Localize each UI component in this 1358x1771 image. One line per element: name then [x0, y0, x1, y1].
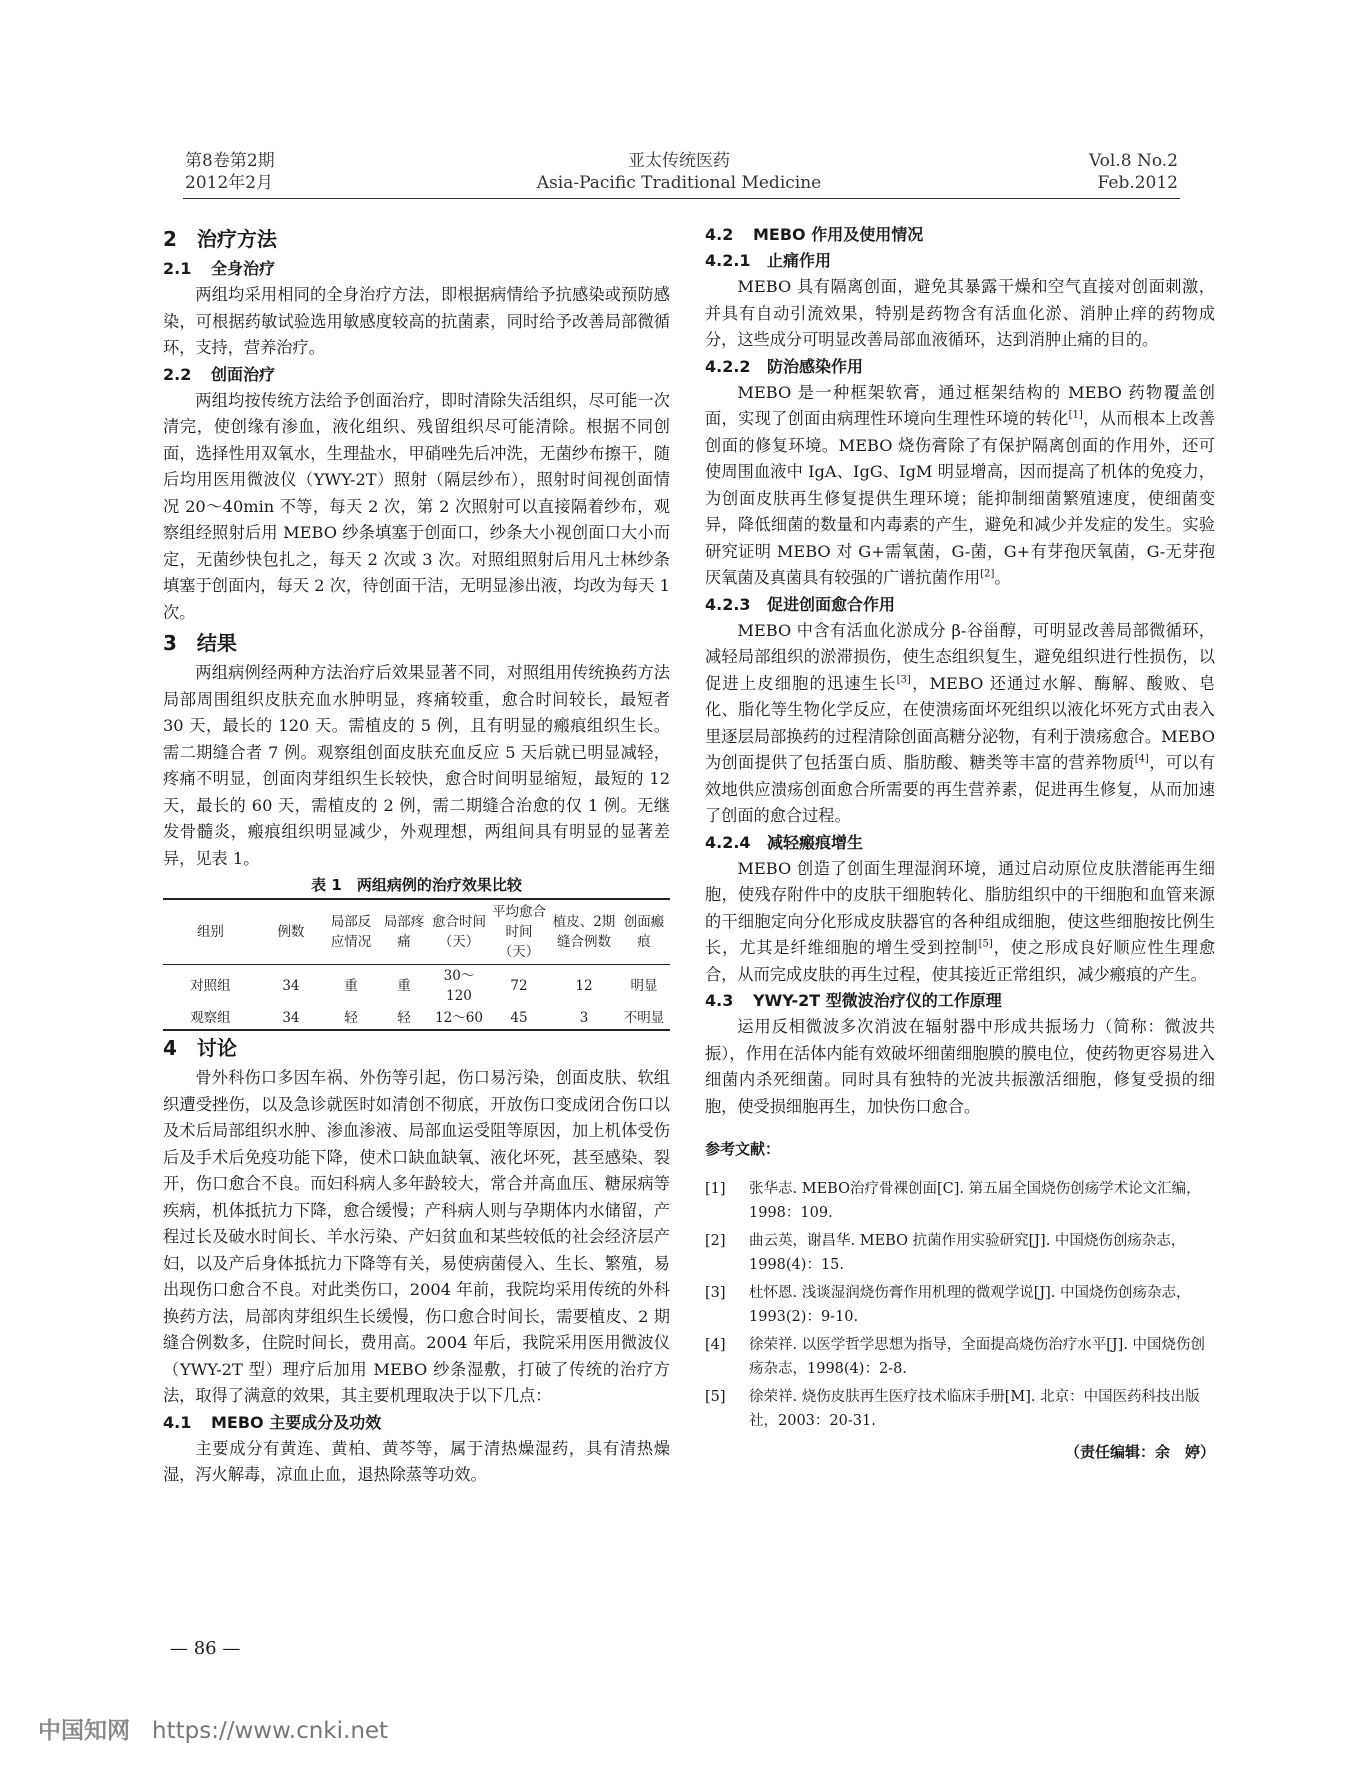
- table-row: [163, 1007, 670, 1030]
- section-title: 全身治疗: [211, 259, 276, 278]
- text-run: ，使之形成良好顺应性生理愈合，从而完成皮肤的再生过程，使其接近正常组织，减少瘢痕的产生。: [705, 938, 1216, 984]
- section-4-2-2-heading: [705, 354, 1215, 380]
- section-title: MEBO 主要成分及功效: [211, 1412, 382, 1432]
- section-number: 2.2: [163, 364, 192, 384]
- table-header-cell: 创面瘢痕: [623, 914, 665, 950]
- reference-number: [5]: [705, 1388, 726, 1405]
- paragraph-4-1: 主要成分有黄连、黄柏、黄芩等，属于清热燥湿药，具有清热燥湿，泻火解毒，凉血止血，退热除蒸等功效。: [163, 1438, 670, 1484]
- section-4-2-heading: [705, 222, 1215, 248]
- citation-ref: [3]: [896, 674, 911, 686]
- reference-item: [705, 1229, 1215, 1277]
- journal-title-cn: 亚太传统医药: [628, 151, 730, 171]
- section-title: MEBO 作用及使用情况: [753, 225, 924, 244]
- section-number: 4.2.4: [705, 832, 751, 852]
- page-number: — 86 —: [170, 1638, 241, 1659]
- citation-ref: [5]: [978, 938, 993, 950]
- section-number: 4.2: [705, 225, 734, 244]
- volume-en: Vol.8 No.2: [1088, 151, 1178, 171]
- section-title: 止痛作用: [767, 251, 832, 270]
- text-run: ，可以有效地供应溃疡创面愈合所需要的再生营养素，促进再生修复，从而加速了创面的愈合过程。: [705, 753, 1216, 825]
- table-header-cell: 植皮、2期缝合例数: [552, 914, 616, 950]
- table-header-cell: 局部疼痛: [383, 914, 425, 950]
- paragraph-4-3: 运用反相微波多次消波在辐射器中形成共振场力（简称：微波共振），作用在活体内能有效破坏细菌细胞膜的膜电位，使药物更容易进入细菌内杀死细菌。同时具有独特的光波共振激活细胞，修复受损的细胞，使受损细胞再生，加快伤口愈合。: [705, 1017, 1215, 1116]
- watermark-footer: [38, 1712, 388, 1745]
- table-header-cell: 组别: [196, 924, 224, 940]
- paragraph-2-1: 两组均采用相同的全身治疗方法，即根据病情给予抗感染或预防感染，可根据药敏试验选用敏感度较高的抗菌素，同时给予改善局部微循环，支持，营养治疗。: [163, 285, 670, 357]
- section-title: 促进创面愈合作用: [767, 594, 896, 614]
- section-3-heading: 3 结果: [163, 631, 237, 655]
- text-run: MEBO 是一种框架软膏，通过框架结构的 MEBO 药物覆盖创面，实现了创面由病理性环境向生理性环境的转化: [705, 382, 1215, 428]
- citation-ref: [1]: [1068, 409, 1083, 421]
- reference-text: 徐荣祥. 烧伤皮肤再生医疗技术临床手册[M]. 北京：中国医药科技出版社，2003：20-31.: [749, 1388, 1200, 1429]
- section-4-1-heading: [163, 1410, 670, 1436]
- reference-item: [705, 1333, 1215, 1381]
- paragraph-4-2-4: [705, 856, 1215, 989]
- reference-item: [705, 1177, 1215, 1225]
- reference-item: [705, 1385, 1215, 1433]
- table-cell: 45: [510, 1010, 528, 1026]
- journal-volume-en: [1089, 150, 1178, 194]
- table-cell: 观察组: [190, 1010, 231, 1026]
- table-cell: 轻: [397, 1010, 411, 1026]
- table-cell: 72: [510, 978, 528, 994]
- section-title: 防治感染作用: [767, 356, 864, 376]
- section-title: YWY-2T 型微波治疗仪的工作原理: [753, 991, 1002, 1010]
- table-cell: 30～120: [443, 968, 475, 1004]
- results-table: [163, 898, 670, 1031]
- section-title: 创面治疗: [211, 364, 276, 384]
- paragraph-2-2: 两组均按传统方法给予创面治疗，即时清除失活组织，尽可能一次清完，使创缘有渗血，液化组织、残留组织尽可能清除。根据不同创面，选择性用双氧水，生理盐水，甲硝唑先后冲洗，无菌纱布擦干，随后均用医用微波仪（YWY-2T）照射（隔层纱布），照射时间视创面情况 20～40min 不等，每天 2 次，第 2 次照射可以直接隔着纱布，观察组经照射后用 MEBO 纱条填塞于创面口，纱条大小视创面口大小而定，无菌纱快包扎之，每天 2 次或 3 次。对照组照射后用凡士林纱条填塞于创面内，每天 2 次，待创面干洁，无明显渗出液，均改为每天 1 次。: [163, 390, 670, 622]
- section-4-3-heading: [705, 988, 1215, 1014]
- table-cell: 轻: [344, 1010, 358, 1026]
- section-4-heading: 4 讨论: [163, 1036, 237, 1060]
- reference-number: [2]: [705, 1232, 726, 1249]
- section-number: 4.2.2: [705, 356, 751, 376]
- table-cell: 明显: [630, 978, 658, 994]
- responsible-editor: （责任编辑：余 婷）: [1064, 1442, 1215, 1461]
- section-2-1-heading: [163, 256, 670, 282]
- left-column: [163, 222, 670, 1489]
- table-header-cell: 平均愈合时间（天）: [492, 904, 546, 960]
- table-header-cell: 愈合时间（天）: [432, 914, 486, 950]
- cnki-logo-text: 中国知网: [38, 1718, 130, 1744]
- journal-title-en: Asia-Pacific Traditional Medicine: [536, 173, 822, 193]
- section-4-2-4-heading: [705, 830, 1215, 856]
- table-header-cell: 例数: [277, 924, 305, 940]
- table-cell: 不明显: [623, 1010, 665, 1026]
- citation-ref: [4]: [1134, 753, 1149, 765]
- reference-text: 张华志. MEBO治疗骨裸创面[C]. 第五届全国烧伤创疡学术论文汇编，1998：109.: [749, 1180, 1201, 1221]
- section-number: 4.3: [705, 991, 734, 1010]
- table-cell: 对照组: [190, 978, 231, 994]
- table-cell: 12～60: [435, 1010, 483, 1026]
- reference-text: 杜怀恩. 浅谈湿润烧伤膏作用机理的微观学说[J]. 中国烧伤创疡杂志，1993(2)：9-10.: [749, 1284, 1191, 1325]
- section-title: 减轻瘢痕增生: [767, 832, 864, 852]
- references-heading: 参考文献：: [705, 1140, 781, 1158]
- volume-issue: 第8卷第2期: [185, 151, 275, 171]
- reference-number: [1]: [705, 1180, 726, 1197]
- table-cell: 34: [282, 978, 300, 994]
- issue-date: 2012年2月: [185, 173, 274, 193]
- section-number: 4.1: [163, 1412, 192, 1432]
- table-cell: 重: [344, 978, 358, 994]
- paragraph-4-2-3: [705, 618, 1215, 830]
- section-2-heading: 2 治疗方法: [163, 227, 277, 251]
- table-cell: 重: [397, 978, 411, 994]
- paragraph-4: 骨外科伤口多因车祸、外伤等引起，伤口易污染，创面皮肤、软组织遭受挫伤，以及急诊就医时如清创不彻底，开放伤口变成闭合伤口以及术后局部组织水肿、渗血渗液、局部血运受阻等原因，加上机体受伤后及手术后免疫功能下降，使术口缺血缺氧、液化坏死，甚至感染、裂开，伤口愈合不良。而妇科病人多年龄较大，常合并高血压、糖尿病等疾病，机体抵抗力下降，愈合缓慢；产科病人则与孕期体内水储留，产程过长及破水时间长、羊水污染、产妇贫血和某些较低的社会经济层产妇，以及产后身体抵抗力下降等有关，易使病菌侵入、生长、繁殖，易出现伤口愈合不良。对此类伤口，2004 年前，我院均采用传统的外科换药方法，局部肉芽组织生长缓慢，伤口愈合时间长，需要植皮、2 期缝合例数多，住院时间长，费用高。2004 年后，我院采用医用微波仪（YWY-2T 型）理疗后加用 MEBO 纱条湿敷，打破了传统的治疗方法，取得了满意的效果，其主要机理取决于以下几点：: [163, 1068, 670, 1405]
- section-2-2-heading: [163, 362, 670, 388]
- table-cell: 3: [579, 1010, 589, 1026]
- reference-item: [705, 1281, 1215, 1329]
- section-number: 2.1: [163, 259, 192, 278]
- header-rule: [183, 198, 1180, 199]
- text-run: 。: [994, 568, 1011, 587]
- paragraph-3: 两组病例经两种方法治疗后效果显著不同，对照组用传统换药方法局部周围组织皮肤充血水肿明显，疼痛较重，愈合时间较长，最短者 30 天，最长的 120 天。需植皮的 5 例，且有明显的瘢痕组织生长。需二期缝合者 7 例。观察组创面皮肤充血反应 5 天后就已明显减轻，疼痛不明显，创面肉芽组织生长较快，愈合时间明显缩短，最短的 12 天，最长的 60 天，需植皮的 2 例，需二期缝合治愈的仅 1 例。无继发骨髓炎，瘢痕组织明显减少，外观理想，两组间具有明显的显著差异，见表 1。: [163, 663, 670, 868]
- references-list: [705, 1177, 1215, 1433]
- table-cell: 12: [575, 978, 593, 994]
- cnki-url-link[interactable]: https://www.cnki.net: [152, 1718, 389, 1744]
- text-run: MEBO 创造了创面生理湿润环境，通过启动原位皮肤潜能再生细胞，使残存附件中的皮肤干细胞转化、脂肪组织中的干细胞和血管来源的干细胞定向分化形成皮肤器官的各种组成细胞，使这些细胞按比例生长，尤其是纤维细胞的增生受到控制: [705, 858, 1215, 957]
- citation-ref: [2]: [980, 568, 995, 580]
- reference-text: 曲云英，谢昌华. MEBO 抗菌作用实验研究[J]. 中国烧伤创疡杂志，1998(4)：15.: [749, 1232, 1186, 1273]
- right-column: [705, 222, 1215, 1465]
- date-en: Feb.2012: [1097, 173, 1178, 193]
- text-run: ，MEBO 还通过水解、酶解、酸败、皂化、脂化等生物化学反应，在使溃疡面坏死组织以液化坏死方式由表入里逐层局部换药的过程清除创面高糖分泌物，有利于溃疡愈合。MEBO 为创面提供了包括蛋白质、脂肪酸、糖类等丰富的营养物质: [705, 673, 1215, 772]
- text-run: ，从而根本上改善创面的修复环境。MEBO 烧伤膏除了有保护隔离创面的作用外，还可使周围血液中 IgA、IgG、IgM 明显增高，因而提高了机体的免疫力，为创面皮肤再生修复提供生理环境；能抑制细菌繁殖速度，使细菌变异，降低细菌的数量和内毒素的产生，避免和减少并发症的发生。实验研究证明 MEBO 对 G+需氧菌，G-菌，G+有芽孢厌氧菌，G-无芽孢厌氧菌及真菌具有较强的广谱抗菌作用: [705, 409, 1216, 587]
- paragraph-4-2-1: MEBO 具有隔离创面，避免其暴露干燥和空气直接对创面刺激，并具有自动引流效果，特别是药物含有活血化淤、消肿止痒的药物成分，这些成分可明显改善局部血液循环，达到消肿止痛的目的。: [705, 277, 1215, 349]
- table-caption: 表 1 两组病例的治疗效果比较: [311, 876, 522, 894]
- section-4-2-3-heading: [705, 592, 1215, 618]
- table-header-row: [163, 899, 670, 965]
- reference-number: [4]: [705, 1336, 726, 1353]
- reference-number: [3]: [705, 1284, 726, 1301]
- paragraph-4-2-2: [705, 380, 1215, 592]
- section-number: 4.2.3: [705, 594, 751, 614]
- table-header-cell: 局部反应情况: [330, 914, 372, 950]
- reference-text: 徐荣祥. 以医学哲学思想为指导，全面提高烧伤治疗水平[J]. 中国烧伤创疡杂志，1998(4)：2-8.: [749, 1336, 1206, 1377]
- table-row: [163, 965, 670, 1008]
- table-cell: 34: [282, 1010, 300, 1026]
- text-run: MEBO 中含有活血化淤成分 β-谷甾醇，可明显改善局部微循环，减轻局部组织的淤滞损伤，使生态组织复生，避免组织进行性损伤，以促进上皮细胞的迅速生长: [705, 620, 1215, 693]
- section-4-2-1-heading: [705, 248, 1215, 274]
- section-number: 4.2.1: [705, 251, 751, 270]
